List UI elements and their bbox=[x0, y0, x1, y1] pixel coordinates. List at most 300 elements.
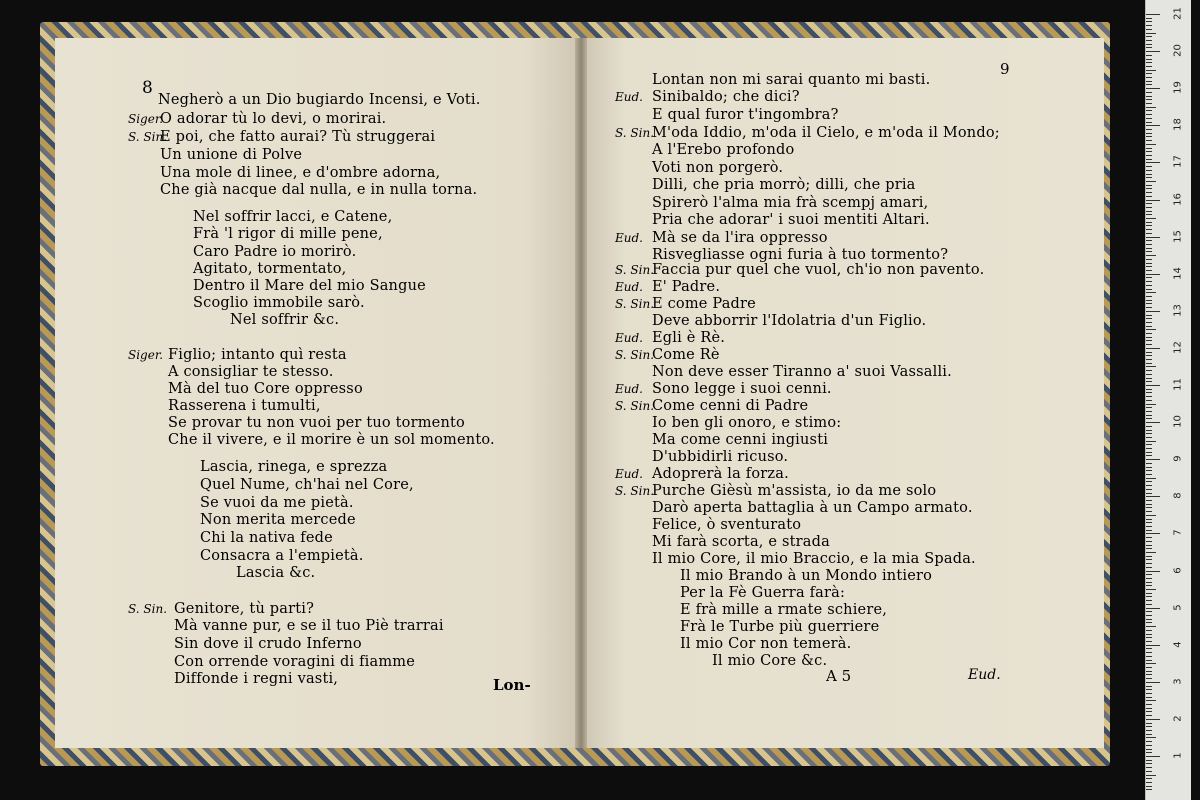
ruler-tick bbox=[1146, 392, 1152, 393]
right-catchword: Eud. bbox=[968, 667, 1001, 683]
verse-text: Purche Gièsù m'assista, io da me solo bbox=[652, 483, 937, 499]
ruler-tick bbox=[1146, 752, 1152, 753]
ruler-tick bbox=[1146, 214, 1152, 215]
ruler-tick bbox=[1146, 522, 1152, 523]
ruler-tick bbox=[1146, 396, 1152, 397]
verse-text: Genitore, tù parti? bbox=[174, 601, 315, 617]
ruler-tick bbox=[1146, 292, 1156, 293]
verse-text: Per la Fè Guerra farà: bbox=[680, 585, 846, 601]
ruler-tick bbox=[1146, 459, 1160, 460]
ruler-tick bbox=[1146, 192, 1152, 193]
ruler-tick bbox=[1146, 370, 1152, 371]
ruler-tick bbox=[1146, 507, 1152, 508]
right-page-number: 9 bbox=[1000, 60, 1010, 78]
ruler-label: 15 bbox=[1172, 229, 1184, 243]
ruler-label: 3 bbox=[1172, 678, 1184, 685]
verse-text: Se vuoi da me pietà. bbox=[200, 495, 354, 511]
ruler-tick bbox=[1146, 700, 1156, 701]
ruler-tick bbox=[1146, 682, 1160, 683]
ruler-tick bbox=[1146, 44, 1152, 45]
ruler-tick bbox=[1146, 515, 1156, 516]
speaker-label: Siger. bbox=[128, 348, 164, 362]
ruler-tick bbox=[1146, 741, 1152, 742]
ruler-tick bbox=[1146, 181, 1156, 182]
verse-text: E come Padre bbox=[652, 296, 756, 312]
ruler-tick bbox=[1146, 359, 1152, 360]
ruler-tick bbox=[1146, 51, 1160, 52]
ruler-tick bbox=[1146, 545, 1152, 546]
ruler-tick bbox=[1146, 229, 1152, 230]
ruler-tick bbox=[1146, 763, 1152, 764]
ruler-tick bbox=[1146, 789, 1152, 790]
ruler-tick bbox=[1146, 255, 1156, 256]
ruler-tick bbox=[1146, 559, 1152, 560]
ruler-tick bbox=[1146, 582, 1152, 583]
verse-text: E qual furor t'ingombra? bbox=[652, 107, 839, 123]
ruler-label: 6 bbox=[1172, 566, 1184, 574]
speaker-label: S. Sin. bbox=[615, 126, 655, 140]
speaker-label: S. Sin. bbox=[128, 130, 168, 144]
ruler-tick bbox=[1146, 660, 1152, 661]
verse-text: Sono legge i suoi cenni. bbox=[652, 381, 832, 397]
left-catchword: Lon- bbox=[493, 676, 531, 694]
ruler-tick bbox=[1146, 303, 1152, 304]
ruler-tick bbox=[1146, 719, 1160, 720]
ruler-tick bbox=[1146, 84, 1152, 85]
ruler-tick bbox=[1146, 571, 1160, 572]
ruler-tick bbox=[1146, 237, 1160, 238]
ruler-tick bbox=[1146, 689, 1152, 690]
ruler-tick bbox=[1146, 663, 1156, 664]
ruler-tick bbox=[1146, 47, 1152, 48]
verse-text: O adorar tù lo devi, o morirai. bbox=[160, 111, 387, 127]
ruler-tick bbox=[1146, 218, 1156, 219]
ruler-label: 11 bbox=[1172, 378, 1184, 391]
ruler-tick bbox=[1146, 430, 1152, 431]
ruler-tick bbox=[1146, 493, 1152, 494]
ruler-tick bbox=[1146, 634, 1152, 635]
ruler-tick bbox=[1146, 489, 1152, 490]
ruler-tick bbox=[1146, 708, 1152, 709]
speaker-label: S. Sin. bbox=[615, 484, 655, 498]
ruler-tick bbox=[1146, 21, 1152, 22]
ruler-tick bbox=[1146, 185, 1152, 186]
ruler-tick bbox=[1146, 585, 1152, 586]
ruler-tick bbox=[1146, 455, 1152, 456]
ruler-tick bbox=[1146, 322, 1152, 323]
ruler-tick bbox=[1146, 548, 1152, 549]
ruler-tick bbox=[1146, 140, 1152, 141]
ruler-label: 4 bbox=[1172, 641, 1184, 648]
ruler-tick bbox=[1146, 604, 1152, 605]
ruler-tick bbox=[1146, 92, 1152, 93]
verse-text: Non merita mercede bbox=[200, 512, 356, 528]
ruler-tick bbox=[1146, 251, 1152, 252]
ruler-tick bbox=[1146, 504, 1152, 505]
ruler-tick bbox=[1146, 470, 1152, 471]
ruler-tick bbox=[1146, 467, 1152, 468]
ruler-tick bbox=[1146, 14, 1160, 15]
ruler-tick bbox=[1146, 630, 1152, 631]
ruler-tick bbox=[1146, 704, 1152, 705]
ruler-tick bbox=[1146, 745, 1152, 746]
ruler-tick bbox=[1146, 678, 1152, 679]
ruler-tick bbox=[1146, 686, 1152, 687]
verse-text: Come Rè bbox=[652, 347, 720, 363]
ruler-tick bbox=[1146, 355, 1152, 356]
ruler-tick bbox=[1146, 281, 1152, 282]
ruler-tick bbox=[1146, 55, 1152, 56]
ruler-label: 8 bbox=[1172, 492, 1184, 499]
ruler-tick bbox=[1146, 593, 1152, 594]
ruler-label: 9 bbox=[1172, 455, 1184, 462]
ruler-tick bbox=[1146, 715, 1152, 716]
ruler-tick bbox=[1146, 637, 1152, 638]
ruler-label: 16 bbox=[1172, 192, 1184, 206]
ruler-tick bbox=[1146, 481, 1152, 482]
ruler-tick bbox=[1146, 122, 1152, 123]
ruler-tick bbox=[1146, 418, 1152, 419]
verse-text: Mà se da l'ira oppresso bbox=[652, 230, 828, 246]
ruler-tick bbox=[1146, 36, 1152, 37]
ruler-tick bbox=[1146, 385, 1160, 386]
ruler-tick bbox=[1146, 608, 1160, 609]
verse-text: Mà vanne pur, e se il tuo Piè trarrai bbox=[174, 618, 444, 634]
verse-text: Sinibaldo; che dici? bbox=[652, 89, 800, 105]
ruler-tick bbox=[1146, 448, 1152, 449]
verse-text: M'oda Iddio, m'oda il Cielo, e m'oda il Mondo; bbox=[652, 125, 1000, 141]
speaker-label: Eud. bbox=[615, 331, 643, 345]
ruler-tick bbox=[1146, 259, 1152, 260]
ruler-tick bbox=[1146, 103, 1152, 104]
ruler-tick bbox=[1146, 318, 1152, 319]
verse-text: Agitato, tormentato, bbox=[193, 261, 347, 277]
ruler-tick bbox=[1146, 426, 1152, 427]
verse-text: Frà 'l rigor di mille pene, bbox=[193, 226, 383, 242]
ruler-label: 14 bbox=[1172, 266, 1184, 280]
ruler-tick bbox=[1146, 656, 1152, 657]
ruler-tick bbox=[1146, 348, 1160, 349]
speaker-label: Siger. bbox=[128, 112, 164, 126]
ruler-label: 17 bbox=[1172, 155, 1184, 169]
ruler-tick bbox=[1146, 648, 1152, 649]
ruler-label: 20 bbox=[1172, 44, 1184, 57]
ruler-tick bbox=[1146, 352, 1152, 353]
verse-text: Lascia &c. bbox=[236, 565, 316, 581]
verse-text: Figlio; intanto quì resta bbox=[168, 347, 347, 363]
ruler-tick bbox=[1146, 363, 1152, 364]
ruler-tick bbox=[1146, 107, 1156, 108]
ruler-tick bbox=[1146, 463, 1152, 464]
ruler-tick bbox=[1146, 222, 1152, 223]
ruler-tick bbox=[1146, 567, 1152, 568]
ruler-tick bbox=[1146, 129, 1152, 130]
verse-text: Caro Padre io morirò. bbox=[193, 244, 357, 260]
ruler-label: 7 bbox=[1172, 529, 1184, 537]
verse-text: Quel Nume, ch'hai nel Core, bbox=[200, 477, 414, 493]
ruler-tick bbox=[1146, 96, 1152, 97]
ruler-tick bbox=[1146, 99, 1152, 100]
verse-text: Una mole di linee, e d'ombre adorna, bbox=[160, 165, 441, 181]
ruler-tick bbox=[1146, 556, 1152, 557]
ruler-tick bbox=[1146, 641, 1152, 642]
ruler-tick bbox=[1146, 307, 1152, 308]
verse-text: Ma come cenni ingiusti bbox=[652, 432, 829, 448]
ruler-tick bbox=[1146, 474, 1152, 475]
ruler-tick bbox=[1146, 767, 1152, 768]
ruler-tick bbox=[1146, 270, 1152, 271]
ruler-tick bbox=[1146, 274, 1160, 275]
ruler-tick bbox=[1146, 760, 1152, 761]
verse-text: Pria che adorar' i suoi mentiti Altari. bbox=[652, 212, 930, 228]
verse-text: Egli è Rè. bbox=[652, 330, 726, 346]
speaker-label: Eud. bbox=[615, 382, 643, 396]
ruler-tick bbox=[1146, 537, 1152, 538]
ruler-tick bbox=[1146, 478, 1156, 479]
ruler-label: 19 bbox=[1172, 81, 1184, 95]
ruler-tick bbox=[1146, 125, 1160, 126]
verse-text: Frà le Turbe più guerriere bbox=[680, 619, 880, 635]
verse-text: Che il vivere, e il morire è un sol momento. bbox=[168, 432, 495, 448]
ruler-tick bbox=[1146, 485, 1152, 486]
ruler-tick bbox=[1146, 563, 1152, 564]
ruler-tick bbox=[1146, 155, 1152, 156]
ruler-tick bbox=[1146, 59, 1152, 60]
verse-text: Nel soffrir lacci, e Catene, bbox=[193, 209, 393, 225]
ruler-tick bbox=[1146, 500, 1152, 501]
ruler-tick bbox=[1146, 207, 1152, 208]
verse-text: A consigliar te stesso. bbox=[168, 364, 334, 380]
ruler-label: 12 bbox=[1172, 341, 1184, 354]
ruler-tick bbox=[1146, 530, 1152, 531]
ruler-tick bbox=[1146, 415, 1152, 416]
ruler-tick bbox=[1146, 374, 1152, 375]
ruler-tick bbox=[1146, 782, 1152, 783]
verse-text: Se provar tu non vuoi per tuo tormento bbox=[168, 415, 465, 431]
ruler-tick bbox=[1146, 578, 1152, 579]
ruler-tick bbox=[1146, 33, 1156, 34]
ruler-tick bbox=[1146, 88, 1160, 89]
ruler-tick bbox=[1146, 289, 1152, 290]
verse-text: Faccia pur quel che vuol, ch'io non pavento. bbox=[652, 262, 985, 278]
speaker-label: S. Sin. bbox=[615, 348, 655, 362]
ruler-tick bbox=[1146, 778, 1152, 779]
ruler-tick bbox=[1146, 311, 1160, 312]
verse-text: Il mio Core &c. bbox=[712, 653, 828, 669]
verse-text: Felice, ò sventurato bbox=[652, 517, 802, 533]
ruler-tick bbox=[1146, 433, 1152, 434]
ruler-tick bbox=[1146, 511, 1152, 512]
speaker-label: S. Sin. bbox=[615, 263, 655, 277]
ruler-tick bbox=[1146, 596, 1152, 597]
ruler-tick bbox=[1146, 118, 1152, 119]
ruler-tick bbox=[1146, 300, 1152, 301]
ruler-tick bbox=[1146, 177, 1152, 178]
ruler-tick bbox=[1146, 652, 1152, 653]
ruler-tick bbox=[1146, 263, 1152, 264]
ruler-tick bbox=[1146, 296, 1152, 297]
verse-text: Risvegliasse ogni furia à tuo tormento? bbox=[652, 247, 949, 263]
ruler-tick bbox=[1146, 671, 1152, 672]
ruler-tick bbox=[1146, 110, 1152, 111]
verse-text: E frà mille a rmate schiere, bbox=[680, 602, 888, 618]
verse-text: Mi farà scorta, e strada bbox=[652, 534, 830, 550]
ruler-label: 10 bbox=[1172, 415, 1184, 428]
ruler-tick bbox=[1146, 40, 1152, 41]
verse-text: Come cenni di Padre bbox=[652, 398, 809, 414]
ruler-tick bbox=[1146, 737, 1156, 738]
verse-text: Mà del tuo Core oppresso bbox=[168, 381, 363, 397]
ruler-label: 18 bbox=[1172, 118, 1184, 132]
ruler-tick bbox=[1146, 233, 1152, 234]
ruler-label: 13 bbox=[1172, 303, 1184, 317]
verse-text: Io ben gli onoro, e stimo: bbox=[652, 415, 842, 431]
ruler-tick bbox=[1146, 266, 1152, 267]
verse-text: Il mio Brando à un Mondo intiero bbox=[680, 568, 933, 584]
signature-mark: A 5 bbox=[826, 667, 852, 685]
ruler-tick bbox=[1146, 337, 1152, 338]
ruler-label: 2 bbox=[1172, 715, 1184, 722]
verse-text: Che già nacque dal nulla, e in nulla torna. bbox=[160, 182, 478, 198]
ruler-tick bbox=[1146, 526, 1152, 527]
ruler-tick bbox=[1146, 244, 1152, 245]
ruler-tick bbox=[1146, 496, 1160, 497]
ruler-tick bbox=[1146, 240, 1152, 241]
verse-text: Non deve esser Tiranno a' suoi Vassalli. bbox=[652, 364, 952, 380]
ruler-tick bbox=[1146, 389, 1152, 390]
ruler-tick bbox=[1146, 756, 1160, 757]
measurement-ruler bbox=[1145, 0, 1191, 800]
ruler-tick bbox=[1146, 723, 1152, 724]
ruler-tick bbox=[1146, 711, 1152, 712]
verse-text: E poi, che fatto aurai? Tù struggerai bbox=[160, 129, 436, 145]
left-page-number: 8 bbox=[142, 78, 153, 98]
ruler-tick bbox=[1146, 200, 1160, 201]
ruler-tick bbox=[1146, 114, 1152, 115]
verse-text: Con orrende voragini di fiamme bbox=[174, 654, 416, 670]
verse-text: Darò aperta battaglia à un Campo armato. bbox=[652, 500, 973, 516]
verse-text: A l'Erebo profondo bbox=[652, 142, 795, 158]
ruler-tick bbox=[1146, 329, 1156, 330]
ruler-tick bbox=[1146, 404, 1156, 405]
ruler-tick bbox=[1146, 600, 1152, 601]
ruler-tick bbox=[1146, 70, 1156, 71]
ruler-tick bbox=[1146, 166, 1152, 167]
ruler-tick bbox=[1146, 62, 1152, 63]
ruler-tick bbox=[1146, 277, 1152, 278]
ruler-tick bbox=[1146, 622, 1152, 623]
ruler-label: 5 bbox=[1172, 603, 1184, 611]
verse-text: Negherò a un Dio bugiardo Incensi, e Voti. bbox=[158, 92, 481, 108]
ruler-tick bbox=[1146, 400, 1152, 401]
speaker-label: S. Sin. bbox=[615, 399, 655, 413]
verse-text: Deve abborrir l'Idolatria d'un Figlio. bbox=[652, 313, 927, 329]
verse-text: Il mio Cor non temerà. bbox=[680, 636, 852, 652]
ruler-tick bbox=[1146, 148, 1152, 149]
book-gutter bbox=[575, 38, 587, 748]
ruler-tick bbox=[1146, 136, 1152, 137]
ruler-tick bbox=[1146, 589, 1156, 590]
ruler-tick bbox=[1146, 552, 1156, 553]
ruler-tick bbox=[1146, 211, 1152, 212]
ruler-tick bbox=[1146, 151, 1152, 152]
verse-text: Lontan non mi sarai quanto mi basti. bbox=[652, 72, 931, 88]
ruler-tick bbox=[1146, 611, 1152, 612]
speaker-label: S. Sin. bbox=[128, 602, 168, 616]
ruler-tick bbox=[1146, 366, 1156, 367]
ruler-tick bbox=[1146, 378, 1152, 379]
ruler-tick bbox=[1146, 18, 1152, 19]
ruler-tick bbox=[1146, 381, 1152, 382]
ruler-tick bbox=[1146, 162, 1160, 163]
ruler-tick bbox=[1146, 188, 1152, 189]
ruler-tick bbox=[1146, 29, 1152, 30]
ruler-tick bbox=[1146, 452, 1152, 453]
ruler-tick bbox=[1146, 519, 1152, 520]
ruler-tick bbox=[1146, 326, 1152, 327]
ruler-tick bbox=[1146, 422, 1160, 423]
ruler-tick bbox=[1146, 444, 1152, 445]
verse-text: Consacra a l'empietà. bbox=[200, 548, 364, 564]
ruler-tick bbox=[1146, 66, 1152, 67]
ruler-tick bbox=[1146, 697, 1152, 698]
ruler-tick bbox=[1146, 574, 1152, 575]
verse-text: Sin dove il crudo Inferno bbox=[174, 636, 362, 652]
verse-text: Lascia, rinega, e sprezza bbox=[200, 459, 388, 475]
verse-text: Nel soffrir &c. bbox=[230, 312, 340, 328]
ruler-tick bbox=[1146, 203, 1152, 204]
ruler-tick bbox=[1146, 170, 1152, 171]
ruler-tick bbox=[1146, 133, 1152, 134]
verse-text: Scoglio immobile sarò. bbox=[193, 295, 365, 311]
speaker-label: Eud. bbox=[615, 231, 643, 245]
speaker-label: Eud. bbox=[615, 467, 643, 481]
ruler-tick bbox=[1146, 441, 1156, 442]
verse-text: E' Padre. bbox=[652, 279, 721, 295]
ruler-tick bbox=[1146, 159, 1152, 160]
ruler-tick bbox=[1146, 533, 1160, 534]
ruler-tick bbox=[1146, 775, 1156, 776]
ruler-tick bbox=[1146, 786, 1152, 787]
verse-text: Il mio Core, il mio Braccio, e la mia Spada. bbox=[652, 551, 976, 567]
ruler-tick bbox=[1146, 315, 1152, 316]
verse-text: Dilli, che pria morrò; dilli, che pria bbox=[652, 177, 916, 193]
ruler-tick bbox=[1146, 749, 1152, 750]
ruler-tick bbox=[1146, 693, 1152, 694]
verse-text: Un unione di Polve bbox=[160, 147, 303, 163]
verse-text: Diffonde i regni vasti, bbox=[174, 671, 339, 687]
ruler-tick bbox=[1146, 81, 1152, 82]
ruler-tick bbox=[1146, 771, 1152, 772]
verse-text: Rasserena i tumulti, bbox=[168, 398, 321, 414]
ruler-tick bbox=[1146, 619, 1152, 620]
verse-text: Chi la nativa fede bbox=[200, 530, 333, 546]
ruler-tick bbox=[1146, 25, 1152, 26]
ruler-label: 21 bbox=[1172, 7, 1184, 20]
ruler-tick bbox=[1146, 615, 1152, 616]
ruler-tick bbox=[1146, 73, 1152, 74]
ruler-tick bbox=[1146, 411, 1152, 412]
ruler-tick bbox=[1146, 225, 1152, 226]
ruler-tick bbox=[1146, 437, 1152, 438]
ruler-tick bbox=[1146, 340, 1152, 341]
ruler-label: 1 bbox=[1172, 752, 1184, 759]
verse-text: Dentro il Mare del mio Sangue bbox=[193, 278, 426, 294]
ruler-tick bbox=[1146, 144, 1156, 145]
speaker-label: Eud. bbox=[615, 280, 643, 294]
ruler-tick bbox=[1146, 77, 1152, 78]
verse-text: Spirerò l'alma mia frà scempj amari, bbox=[652, 195, 929, 211]
